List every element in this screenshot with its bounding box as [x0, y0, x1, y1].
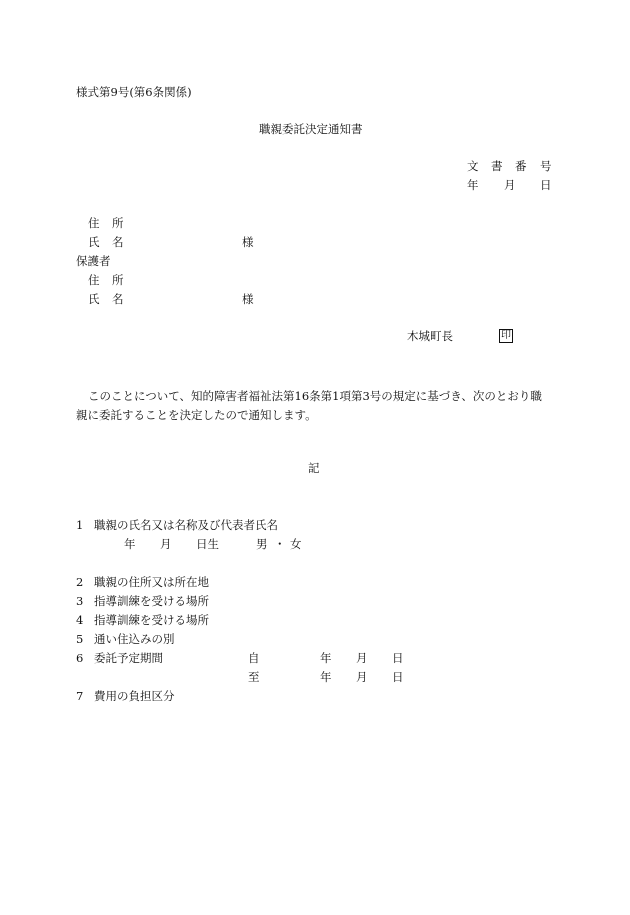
date-month: 月: [504, 178, 516, 192]
item-1-text: 職親の氏名又は名称及び代表者氏名: [94, 518, 278, 532]
name-label-1b: 名: [112, 235, 124, 249]
form-number: 様式第9号(第6条関係): [76, 85, 192, 99]
issuer-name: 木城町長: [407, 329, 453, 343]
item-3-number: 3: [76, 594, 84, 608]
name-label-2a: 氏: [88, 292, 100, 306]
period-to-year: 年: [320, 670, 332, 684]
item-5-number: 5: [76, 632, 84, 646]
sex-separator: ・: [274, 537, 286, 551]
body-line-2: 親に委託することを決定したので通知します。: [76, 408, 317, 422]
body-paragraph: [76, 387, 554, 425]
name-label-2b: 名: [112, 292, 124, 306]
item-7-number: 7: [76, 689, 84, 703]
period-from: 自: [248, 651, 260, 665]
address-label-2b: 所: [112, 273, 124, 287]
period-from-month: 月: [356, 651, 368, 665]
ki-heading: 記: [308, 461, 320, 475]
item-4-text: 指導訓練を受ける場所: [94, 613, 209, 627]
sex-male: 男: [256, 537, 268, 551]
period-from-year: 年: [320, 651, 332, 665]
item-6-number: 6: [76, 651, 84, 665]
item-3-text: 指導訓練を受ける場所: [94, 594, 209, 608]
item-2-number: 2: [76, 575, 84, 589]
sama-1: 様: [242, 235, 254, 249]
doc-number-char-3: 番: [515, 159, 527, 173]
address-label-2a: 住: [88, 273, 100, 287]
sex-female: 女: [290, 537, 302, 551]
date-year: 年: [467, 178, 479, 192]
birth-month: 月: [160, 537, 172, 551]
period-to-day: 日: [392, 670, 404, 684]
period-to-month: 月: [356, 670, 368, 684]
birth-day: 日生: [196, 537, 219, 551]
period-from-day: 日: [392, 651, 404, 665]
guardian-label: 保護者: [76, 254, 111, 268]
document-title: 職親委託決定通知書: [259, 122, 363, 136]
name-label-1a: 氏: [88, 235, 100, 249]
item-6-text: 委託予定期間: [94, 651, 163, 665]
address-label-1b: 所: [112, 216, 124, 230]
doc-number-char-1: 文: [467, 159, 479, 173]
item-2-text: 職親の住所又は所在地: [94, 575, 209, 589]
item-5-text: 通い住込みの別: [94, 632, 175, 646]
sama-2: 様: [242, 292, 254, 306]
item-4-number: 4: [76, 613, 84, 627]
body-line-1: このことについて、知的障害者福祉法第16条第1項第3号の規定に基づき、次のとおり職: [88, 389, 542, 403]
birth-year: 年: [124, 537, 136, 551]
item-1-number: 1: [76, 518, 84, 532]
seal-box: 印: [501, 330, 511, 341]
item-7-text: 費用の負担区分: [94, 689, 175, 703]
address-label-1a: 住: [88, 216, 100, 230]
period-to: 至: [248, 670, 260, 684]
doc-number-char-4: 号: [540, 159, 552, 173]
doc-number-char-2: 書: [491, 159, 503, 173]
date-day: 日: [540, 178, 552, 192]
